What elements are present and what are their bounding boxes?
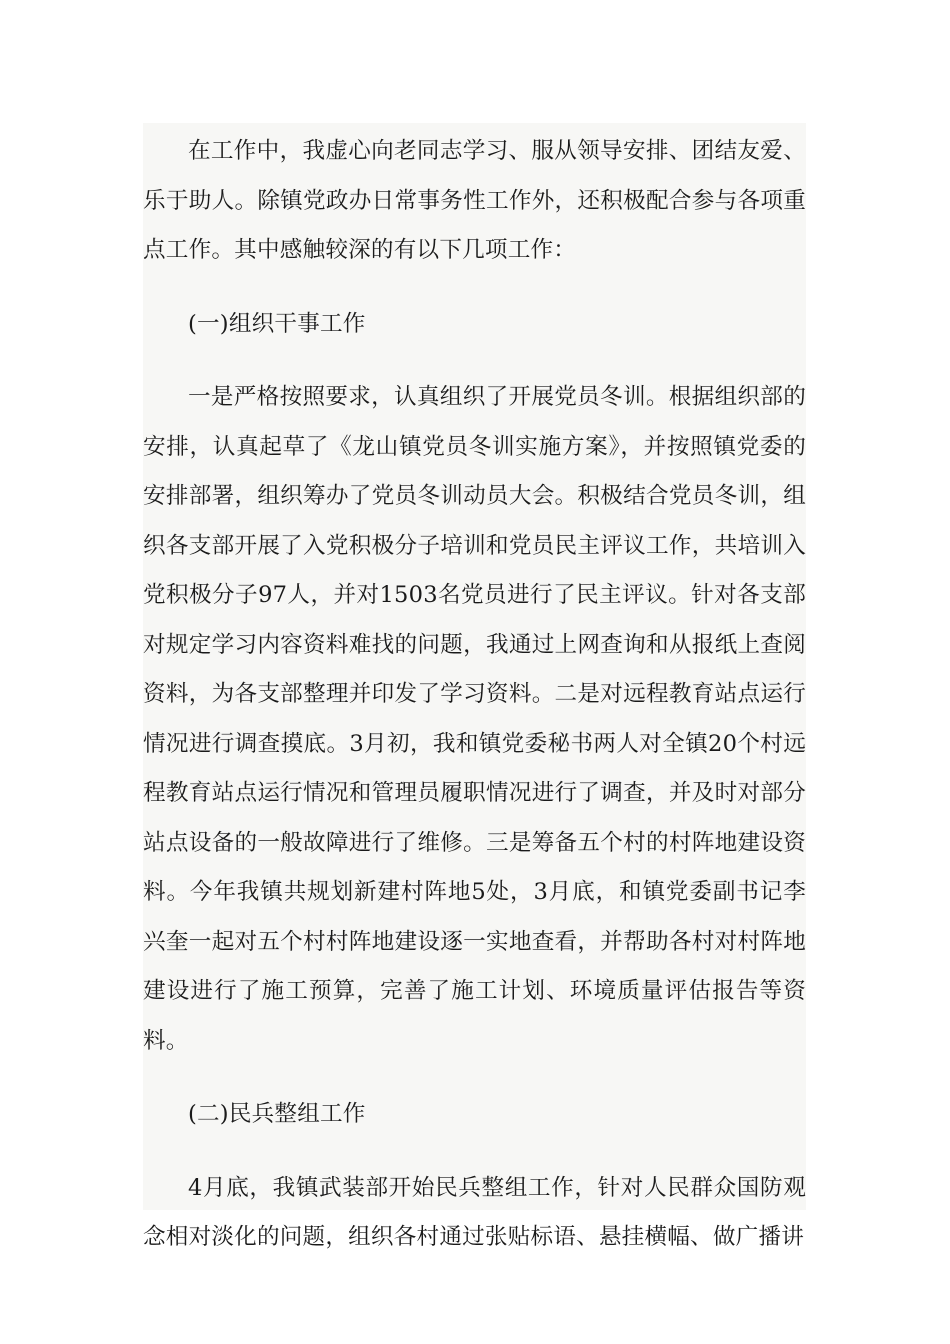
paragraph-intro: 在工作中，我虚心向老同志学习、服从领导安排、团结友爱、乐于助人。除镇党政办日常事务性工作外，还积极配合参与各项重点工作。其中感触较深的有以下几项工作： <box>143 138 806 263</box>
paragraph-organization-work: 一是严格按照要求，认真组织了开展党员冬训。根据组织部的安排，认真起草了《龙山镇党员冬训实施方案》，并按照镇党委的安排部署，组织筹办了党员冬训动员大会。积极结合党员冬训，组织各支部开展了入党积极分子培训和党员民主评议工作，共培训入党积极分子97人，并对1503名党员进行了民主评议。针对各支部对规定学习内容资料难找的问题，我通过上网查询和从报纸上查阅资料，为各支部整理并印发了学习资料。二是对远程教育站点运行情况进行调查摸底。3月初，我和镇党委秘书两人对全镇20个村远程教育站点运行情况和管理员履职情况进行了调查，并及时对部分站点设备的一般故障进行了维修。三是筹备五个村的村阵地建设资料。今年我镇共规划新建村阵地5处，3月底，和镇党委副书记李兴奎一起对五个村村阵地建设逐一实地查看，并帮助各村对村阵地建设进行了施工预算，完善了施工计划、环境质量评估报告等资料。 <box>143 384 806 1054</box>
section-heading-organization: (一)组织干事工作 <box>188 310 366 337</box>
document-text-block <box>143 123 806 1250</box>
paragraph-militia-work: 4月底，我镇武装部开始民兵整组工作，针对人民群众国防观念相对淡化的问题，组织各村通过张贴标语、悬挂横幅、做广播讲 <box>143 1174 806 1250</box>
section-heading-militia: (二)民兵整组工作 <box>188 1101 366 1127</box>
